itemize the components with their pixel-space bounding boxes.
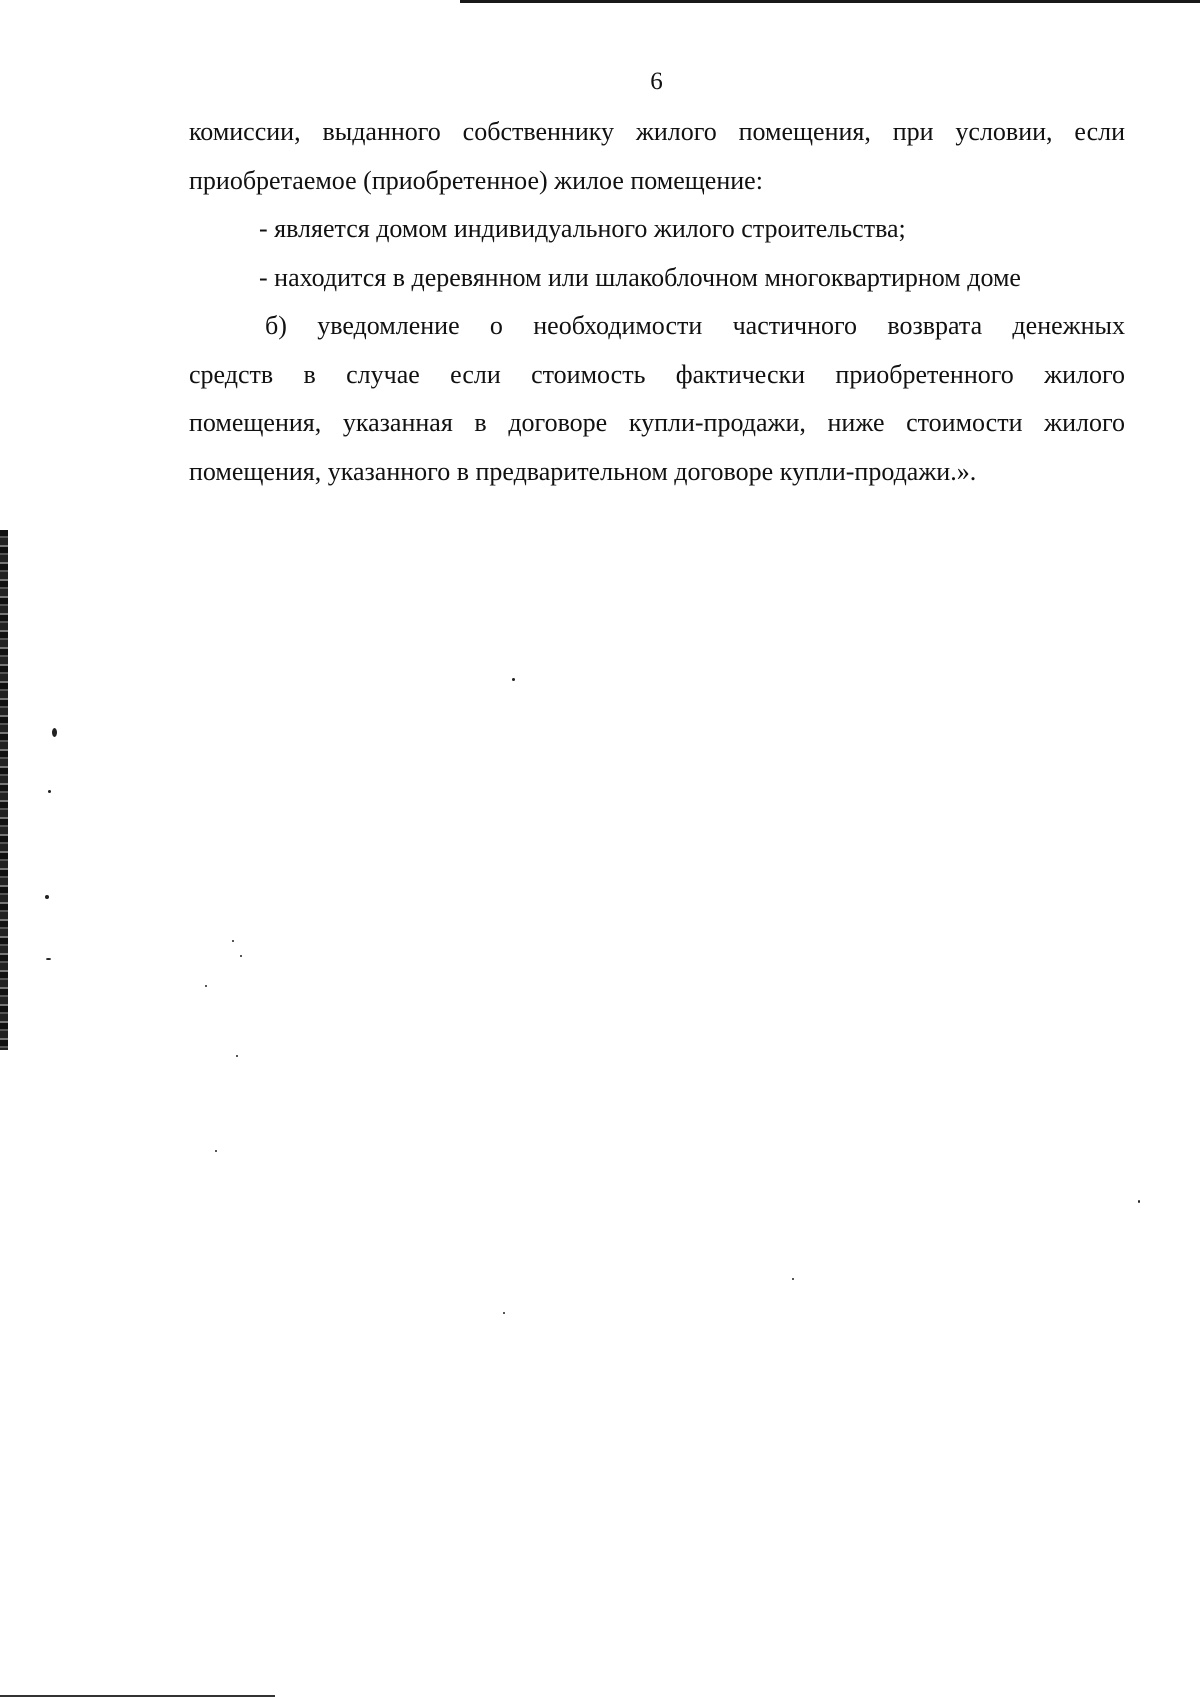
scan-speck <box>503 1312 505 1314</box>
paragraph-b-line-3: помещения, указанная в договоре купли-продажи, ниже стоимости жилого <box>189 408 1125 437</box>
scan-speck <box>232 940 234 942</box>
scan-edge-left <box>0 530 8 1050</box>
scan-speck <box>205 985 207 987</box>
scan-speck <box>512 678 515 681</box>
list-item-individual-housing: - является домом индивидуального жилого строительства; <box>259 214 906 243</box>
page-number: 6 <box>650 68 663 95</box>
list-item-wooden-building: - находится в деревянном или шлакоблочном многоквартирном доме <box>259 262 1021 292</box>
scan-speck <box>46 958 51 960</box>
scan-speck <box>792 1278 794 1280</box>
scan-edge-top <box>460 0 1200 3</box>
scan-speck <box>215 1150 217 1152</box>
scan-speck <box>52 728 57 737</box>
paragraph-b-line-1: б) уведомление о необходимости частичного возврата денежных <box>265 311 1125 340</box>
paragraph-line-1: комиссии, выданного собственнику жилого помещения, при условии, если <box>189 117 1125 146</box>
document-body <box>189 108 1125 496</box>
paragraph-b-line-2: средств в случае если стоимость фактически приобретенного жилого <box>189 359 1125 389</box>
scan-speck <box>48 790 51 793</box>
scan-speck <box>236 1055 238 1057</box>
scan-speck <box>45 895 49 899</box>
scan-speck <box>1138 1200 1140 1203</box>
scan-speck <box>240 955 242 957</box>
paragraph-line-2: приобретаемое (приобретенное) жилое помещение: <box>189 165 763 195</box>
paragraph-b-line-4: помещения, указанного в предварительном договоре купли-продажи.». <box>189 456 977 486</box>
